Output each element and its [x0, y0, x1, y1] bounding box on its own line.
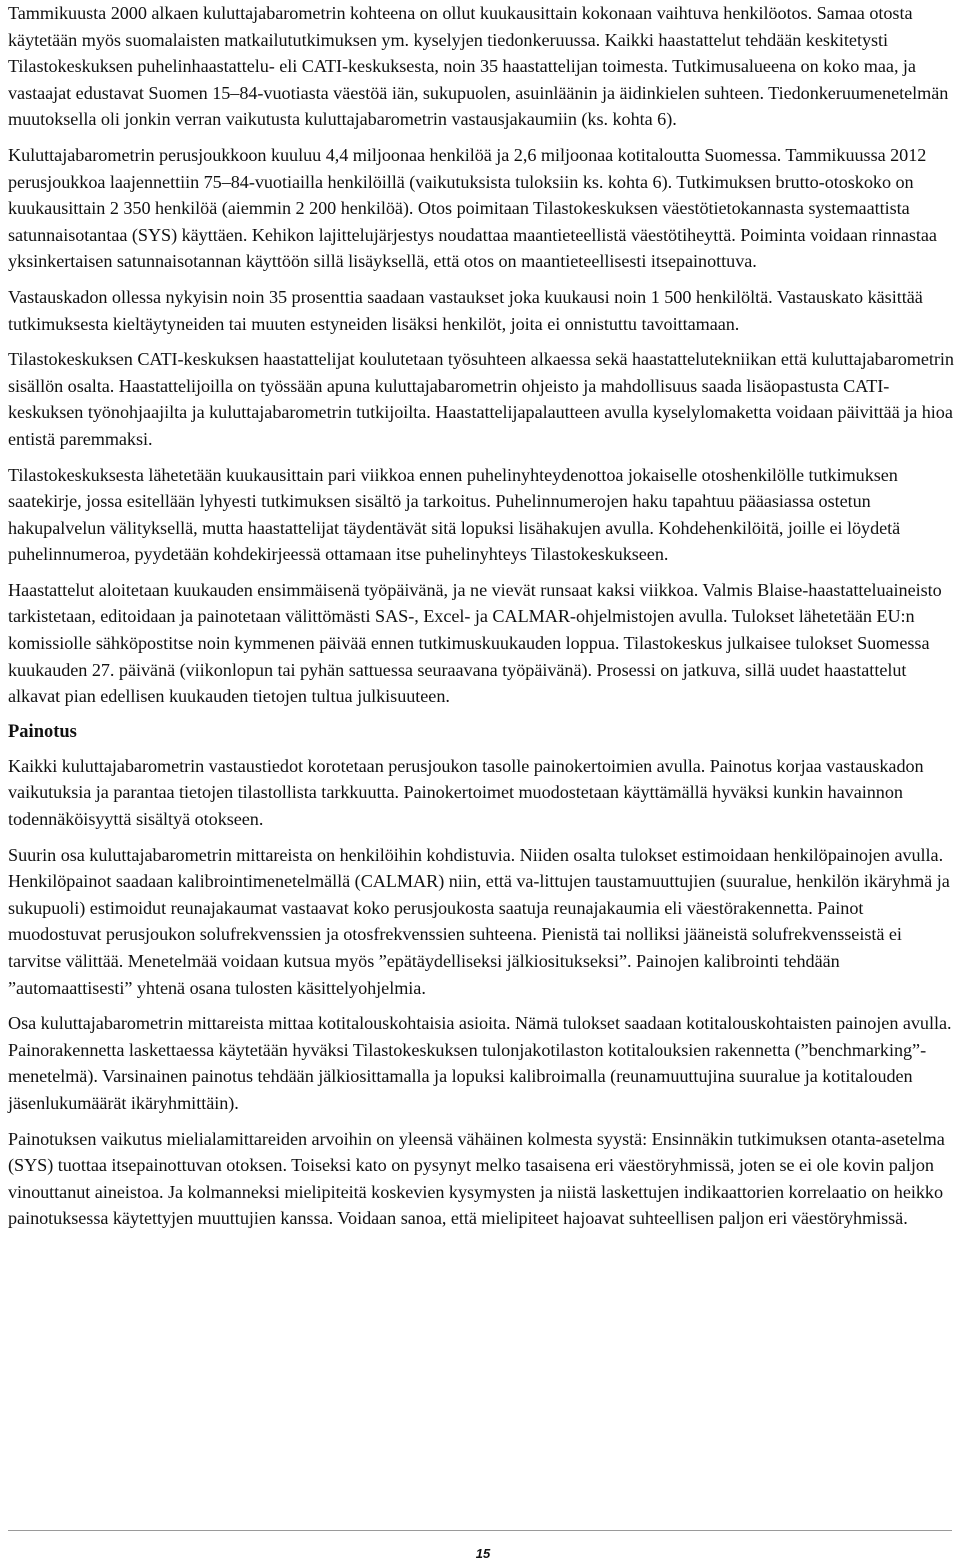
- page-number: 15: [475, 1546, 491, 1561]
- body-paragraph: Vastauskadon ollessa nykyisin noin 35 prosenttia saadaan vastaukset joka kuukausi noin 1 500 henkilöltä. Vastauskato käsittää tutkimuksesta kieltäytyneiden tai muuten estyneiden lisäksi henkilöt, joita ei onnistuttu tavoittamaan.: [8, 286, 923, 334]
- section-heading: Painotus: [8, 721, 77, 742]
- body-paragraph: Painotuksen vaikutus mielialamittareiden arvoihin on yleensä vähäinen kolmesta syystä: Ensinnäkin tutkimuksen otanta-asetelma (SYS) tuottaa itsepainottuvan otoksen. Toiseksi kato on pysynyt melko tasaisena eri väestöryhmissä, joten se ei ole kovin paljon vinouttanut aineistoa. Ja kolmanneksi mielipiteitä koskevien kysymysten ja niistä laskettujen indikaattorien korrelaatio on heikko painotuksessa käytettyjen muuttujien kanssa. Voidaan sanoa, että mielipiteet hajoavat suhteellisen paljon eri väestöryhmissä.: [8, 1128, 945, 1229]
- document-body: [8, 0, 956, 1241]
- body-paragraph: Osa kuluttajabarometrin mittareista mittaa kotitalouskohtaisia asioita. Nämä tulokset saadaan kotitalouskohtaisten painojen avulla. Painorakennetta laskettaessa käytetään hyväksi Tilastokeskuksen tulonjakotilaston kotitalouksien rakennetta (”benchmarking”-menetelmä). Varsinainen painotus tehdään jälkiosittamalla ja lopuksi kalibroimalla (reunamuuttujina suuralue ja kotitalouden jäsenlukumäärät ikäryhmittäin).: [8, 1013, 952, 1113]
- body-paragraph: Tilastokeskuksen CATI-keskuksen haastattelijat koulutetaan työsuhteen alkaessa sekä haastattelutekniikan että kuluttajabarometrin sisällön osalta. Haastattelijoilla on työssään apuna kuluttajabarometrin ohjeisto ja mahdollisuus saada lisäopastusta CATI-keskuksen työnohjaajilta ja kuluttajabarometrin tutkijoilta. Haastattelijapalautteen avulla kyselylomaketta voidaan päivittää ja hioa entistä paremmaksi.: [8, 349, 954, 449]
- body-paragraph: Kuluttajabarometrin perusjoukkoon kuuluu 4,4 miljoonaa henkilöä ja 2,6 miljoonaa kotitaloutta Suomessa. Tammikuussa 2012 perusjoukkoa laajennettiin 75–84-vuotiailla henkilöillä (vaikutuksista tuloksiin ks. kohta 6). Tutkimuksen brutto-otoskoko on kuukausittain 2 350 henkilöä (aiemmin 2 200 henkilöä). Otos poimitaan Tilastokeskuksen väestötietokannasta systemaattista satunnaisotantaa (SYS) käyttäen. Kehikon lajittelujärjestys noudattaa maantieteellistä väestötiheyttä. Poiminta voidaan rinnastaa yksinkertaisen satunnaisotannan käyttöön sillä lisäyksellä, että otos on maantieteellisesti itsepainottuva.: [8, 144, 937, 272]
- body-paragraph: Kaikki kuluttajabarometrin vastaustiedot korotetaan perusjoukon tasolle painokertoimien avulla. Painotus korjaa vastauskadon vaikutuksia ja parantaa tietojen tilastollista tarkkuutta. Painokertoimet muodostetaan käyttämällä hyväksi kunkin havainnon todennäköisyyttä sisältyä otokseen.: [8, 755, 924, 830]
- body-paragraph: Tammikuusta 2000 alkaen kuluttajabarometrin kohteena on ollut kuukausittain kokonaan vaihtuva henkilöotos. Samaa otosta käytetään myös suomalaisten matkailututkimuksen ym. kyselyjen tiedonkeruussa. Kaikki haastattelut tehdään keskitetysti Tilastokeskuksen puhelinhaastattelu- eli CATI-keskuksesta, noin 35 haastattelijan toimesta. Tutkimusalueena on koko maa, ja vastaajat edustavat Suomen 15–84-vuotiasta väestöä iän, sukupuolen, asuinläänin ja äidinkielen suhteen. Tiedonkeruumenetelmän muutoksella oli jonkin verran vaikutusta kuluttajabarometrin vastausjakaumiin (ks. kohta 6).: [8, 3, 949, 130]
- body-paragraph: Suurin osa kuluttajabarometrin mittareista on henkilöihin kohdistuvia. Niiden osalta tulokset estimoidaan henkilöpainojen avulla. Henkilöpainot saadaan kalibrointimenetelmällä (CALMAR) niin, että va-littujen taustamuuttujien (suuralue, henkilön ikäryhmä ja sukupuoli) estimoidut reunajakaumat vastaavat koko perusjoukosta saatuja reunajakaumia eli väestörakennetta. Painot muodostuvat perusjoukon solufrekvenssien ja otosfrekvenssien suhteena. Pienistä tai nolliksi jääneistä solufrekvensseistä ei tarvitse välittää. Menetelmää voidaan kutsua myös ”epätäydelliseksi jälkiositukseksi”. Painojen kalibrointi tehdään ”automaattisesti” yhtenä osana tulosten käsittelyohjelmia.: [8, 844, 950, 998]
- body-paragraph: Tilastokeskuksesta lähetetään kuukausittain pari viikkoa ennen puhelinyhteydenottoa jokaiselle otoshenkilölle tutkimuksen saatekirje, jossa esitellään lyhyesti tutkimuksen sisältö ja tarkoitus. Puhelinnumerojen haku tapahtuu pääasiassa ostetun hakupalvelun välityksellä, mutta haastattelijat täydentävät sitä lopuksi lisähakujen avulla. Kohdehenkilöitä, joille ei löydetä puhelinnumeroa, pyydetään kohdekirjeessä ottamaan itse puhelinyhteys Tilastokeskukseen.: [8, 464, 901, 565]
- body-paragraph: Haastattelut aloitetaan kuukauden ensimmäisenä työpäivänä, ja ne vievät runsaat kaksi viikkoa. Valmis Blaise-haastatteluaineisto tarkistetaan, editoidaan ja painotetaan välittömästi SAS-, Excel- ja CALMAR-ohjelmistojen avulla. Tulokset lähetetään EU:n komissiolle sähköpostitse noin kymmenen päivää ennen tutkimuskuukauden loppua. Tilastokeskus julkaisee tulokset Suomessa kuukauden 27. päivänä (viikonlopun tai pyhän sattuessa seuraavana työpäivänä). Prosessi on jatkuva, sillä uudet haastattelut alkavat pian edellisen kuukauden tietojen tultua julkisuuteen.: [8, 579, 942, 707]
- footer-divider: [8, 1530, 952, 1531]
